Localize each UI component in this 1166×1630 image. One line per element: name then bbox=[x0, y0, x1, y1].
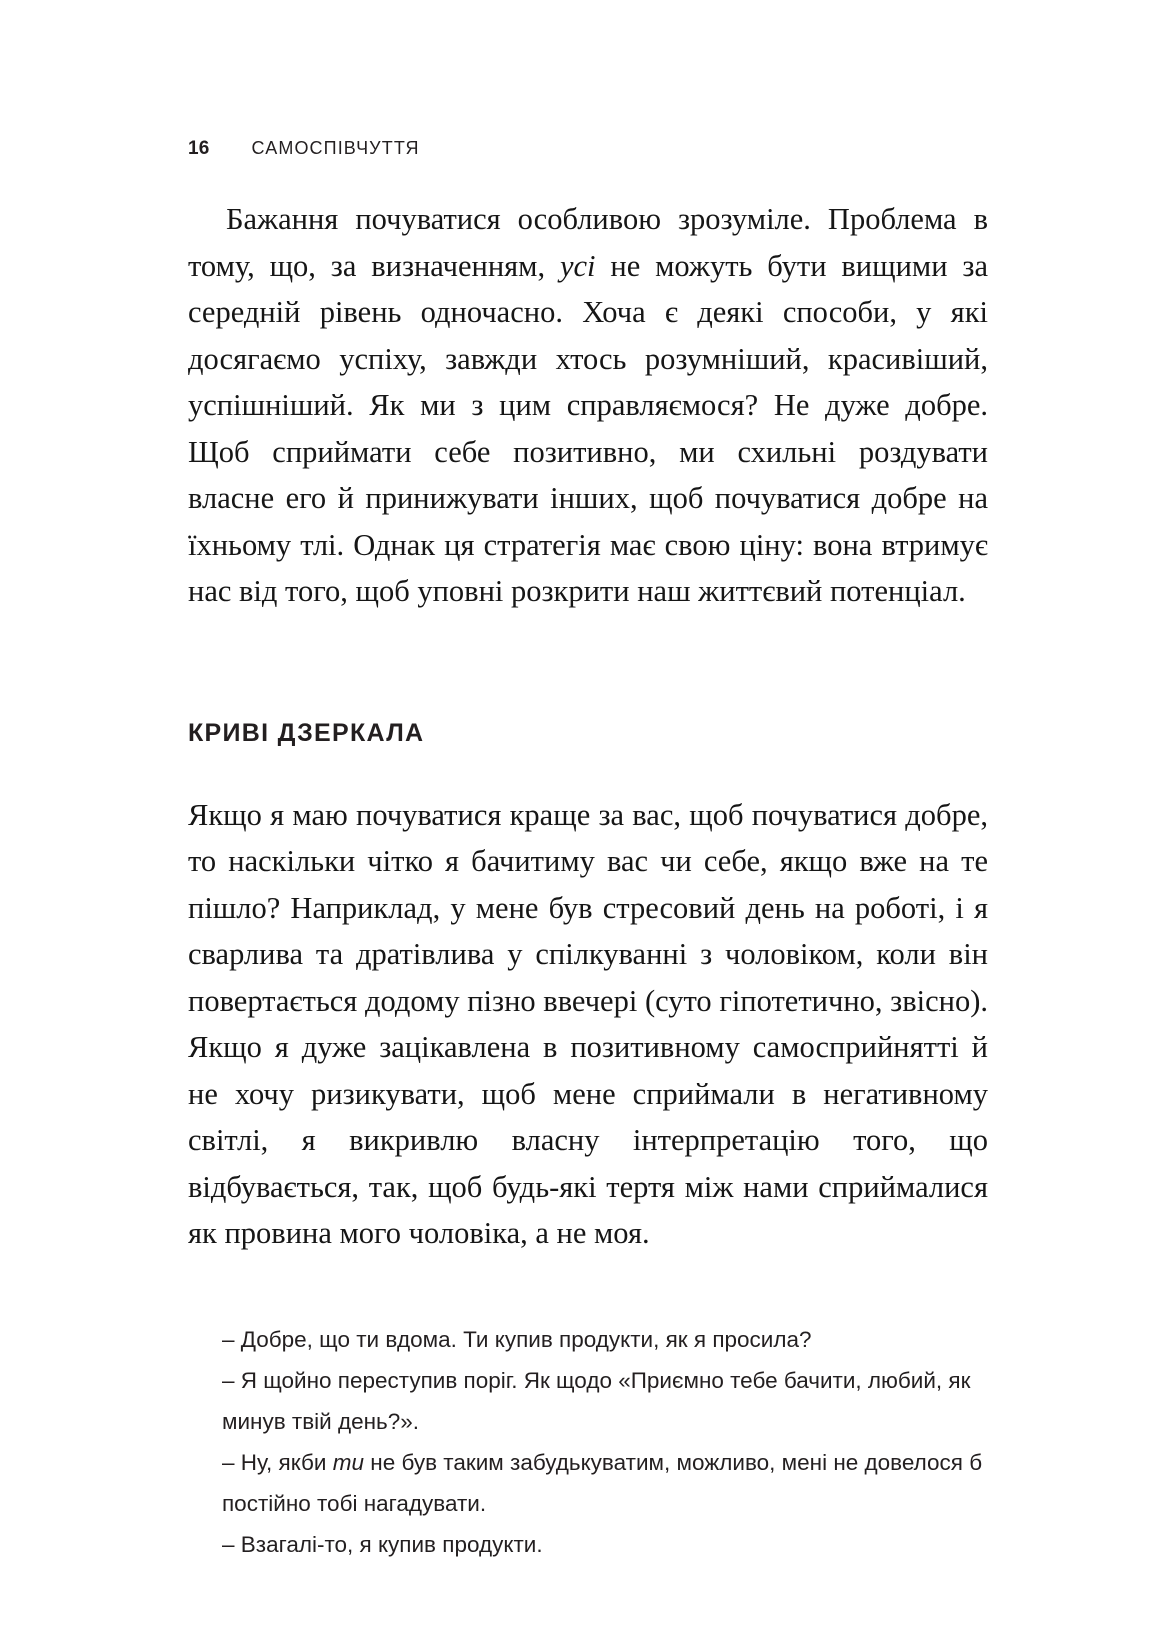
emphasis-usi: усі bbox=[559, 248, 596, 283]
dialogue-line: – Добре, що ти вдома. Ти купив продукти, як я просила? bbox=[222, 1326, 812, 1352]
paragraph-opening-rest: не можуть бути вищими за середній рівень одночасно. Хоча є деякі способи, у які досягаємо успіху, завжди хтось розумніший, красивіший, успішніший. Як ми з цим справляємося? Не дуже добре. Щоб сприймати себе позитивно, ми схильні роздувати власне его й принижувати інших, щоб почуватися добре на їхньому тлі. Однак ця стратегія має свою ціну: вона втримує нас від того, щоб уповні розкрити наш життєвий потенціал. bbox=[188, 248, 988, 608]
dialogue-line-before: – Ну, якби bbox=[222, 1449, 333, 1475]
page-number: 16 bbox=[188, 138, 210, 159]
running-head bbox=[188, 138, 420, 160]
dialogue-block bbox=[188, 1319, 988, 1565]
paragraph-opening bbox=[188, 196, 988, 615]
spacer-before-heading bbox=[188, 615, 988, 719]
running-title: САМОСПІВЧУТТЯ bbox=[251, 138, 420, 158]
spacer-before-dialogue bbox=[188, 1257, 988, 1319]
emphasis-ty: ти bbox=[332, 1449, 365, 1475]
dialogue-line: – Взагалі-то, я купив продукти. bbox=[222, 1531, 543, 1557]
paragraph-distorted-mirrors: Якщо я маю почуватися краще за вас, щоб почуватися добре, то наскільки чітко я бачитиму вас чи себе, якщо вже на те пішло? Наприклад, у мене був стресовий день на роботі, і я сварлива та дратівлива у спілкуванні з чоловіком, коли він повертається додому пізно ввечері (суто гіпотетично, звісно). Якщо я дуже зацікавлена в позитивному самосприйнятті й не хочу ризикувати, щоб мене сприймали в негативному світлі, я викривлю власну інтерпретацію того, що відбувається, так, щоб будь-які тертя між нами сприймалися як провина мого чоловіка, а не моя. bbox=[188, 797, 988, 1250]
text-column bbox=[188, 196, 988, 1565]
dialogue-line: – Я щойно переступив поріг. Як щодо «Приємно тебе бачити, любий, як минув твій день?». bbox=[222, 1367, 971, 1434]
spacer-after-heading bbox=[188, 748, 988, 792]
dialogue-line bbox=[222, 1442, 988, 1524]
paragraph-opening-lead: Бажання почуватися особливою зрозуміле. Проблема в тому, що, за визначенням, bbox=[188, 202, 988, 283]
dialogue-line-after: не був таким забудькуватим, можливо, мені не довелося б постійно тобі нагадувати. bbox=[222, 1449, 983, 1516]
section-heading: КРИВІ ДЗЕРКАЛА bbox=[188, 718, 425, 747]
